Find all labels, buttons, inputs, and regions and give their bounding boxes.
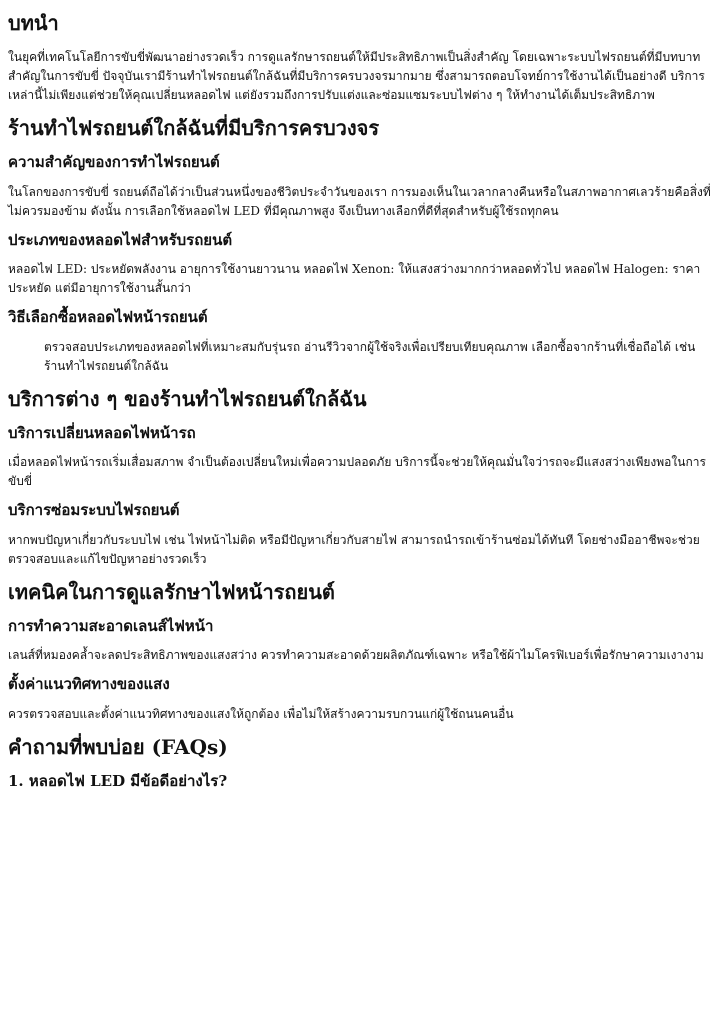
subheading-light-alignment: ตั้งค่าแนวทิศทางของแสง xyxy=(8,675,170,693)
paragraph-lens-cleaning: เลนส์ที่หมองคล้ำจะลดประสิทธิภาพของแสงสว่าง ควรทำความสะอาดด้วยผลิตภัณฑ์เฉพาะ หรือใช้ผ้าไมโครฟิเบอร์เพื่อรักษาความเงางาม xyxy=(8,648,704,662)
faq-question-1: 1. หลอดไฟ LED มีข้อดีอย่างไร? xyxy=(8,771,228,790)
intro-paragraph: ในยุคที่เทคโนโลยีการขับขี่พัฒนาอย่างรวดเร็ว การดูแลรักษารถยนต์ให้มีประสิทธิภาพเป็นสิ่งสำคัญ โดยเฉพาะระบบไฟรถยนต์ที่มีบทบาทสำคัญในการขับขี่ ปัจจุบันเรามีร้านทำไฟรถยนต์ใกล้ฉันที่มีบริการครบวงจรมากมาย ซึ่งสามารถตอบโจทย์การใช้งานได้เป็นอย่างดี บริการเหล่านี้ไม่เพียงแต่ช่วยให้คุณเปลี่ยนหลอดไฟ แต่ยังรวมถึงการปรับแต่งและซ่อมแซมระบบไฟต่าง ๆ ให้ทำงานได้เต็มประสิทธิภาพ xyxy=(8,50,705,102)
paragraph-how-to-choose: ตรวจสอบประเภทของหลอดไฟที่เหมาะสมกับรุ่นรถ อ่านรีวิวจากผู้ใช้จริงเพื่อเปรียบเทียบคุณภาพ เลือกซื้อจากร้านที่เชื่อถือได้ เช่น ร้านทำไฟรถยนต์ใกล้ฉัน xyxy=(44,339,696,373)
subheading-importance: ความสำคัญของการทำไฟรถยนต์ xyxy=(8,153,220,171)
subheading-bulb-types: ประเภทของหลอดไฟสำหรับรถยนต์ xyxy=(8,230,233,249)
paragraph-importance: ในโลกของการขับขี่ รถยนต์ถือได้ว่าเป็นส่วนหนึ่งของชีวิตประจำวันของเรา การมองเห็นในเวลากลางคืนหรือในสภาพอากาศเลวร้ายคือสิ่งที่ไม่ควรมองข้าม ดังนั้น การเลือกใช้หลอดไฟ LED ที่มีคุณภาพสูง จึงเป็นทางเลือกที่ดีที่สุดสำหรับผู้ใช้รถทุกคน xyxy=(8,184,711,218)
faq-heading: คำถามที่พบบ่อย (FAQs) xyxy=(8,734,228,759)
paragraph-repair: หากพบปัญหาเกี่ยวกับระบบไฟ เช่น ไฟหน้าไม่ติด หรือมีปัญหาเกี่ยวกับสายไฟ สามารถนำรถเข้าร้านซ่อมได้ทันที โดยช่างมืออาชีพจะช่วยตรวจสอบและแก้ไขปัญหาอย่างรวดเร็ว xyxy=(8,532,700,566)
paragraph-bulb-types: หลอดไฟ LED: ประหยัดพลังงาน อายุการใช้งานยาวนาน หลอดไฟ Xenon: ให้แสงสว่างมากกว่าหลอดทั่วไป หลอดไฟ Halogen: ราคาประหยัด แต่มีอายุการใช้งานสั้นกว่า xyxy=(8,262,701,295)
section-heading-maintenance: เทคนิคในการดูแลรักษาไฟหน้ารถยนต์ xyxy=(8,579,335,604)
paragraph-bulb-replacement: เมื่อหลอดไฟหน้ารถเริ่มเสื่อมสภาพ จำเป็นต้องเปลี่ยนใหม่เพื่อความปลอดภัย บริการนี้จะช่วยให้คุณมั่นใจว่ารถจะมีแสงสว่างเพียงพอในการขับขี่ xyxy=(8,455,706,488)
section-heading-services: บริการต่าง ๆ ของร้านทำไฟรถยนต์ใกล้ฉัน xyxy=(8,386,367,411)
subheading-lens-cleaning: การทำความสะอาดเลนส์ไฟหน้า xyxy=(8,616,214,635)
intro-heading: บทนำ xyxy=(8,11,59,35)
subheading-bulb-replacement: บริการเปลี่ยนหลอดไฟหน้ารถ xyxy=(8,423,196,442)
subheading-repair: บริการซ่อมระบบไฟรถยนต์ xyxy=(8,501,180,519)
section-heading-shops: ร้านทำไฟรถยนต์ใกล้ฉันที่มีบริการครบวงจร xyxy=(8,116,380,140)
paragraph-light-alignment: ควรตรวจสอบและตั้งค่าแนวทิศทางของแสงให้ถูกต้อง เพื่อไม่ให้สร้างความรบกวนแก่ผู้ใช้ถนนคนอื่น xyxy=(8,706,514,721)
subheading-how-to-choose: วิธีเลือกซื้อหลอดไฟหน้ารถยนต์ xyxy=(8,308,208,326)
